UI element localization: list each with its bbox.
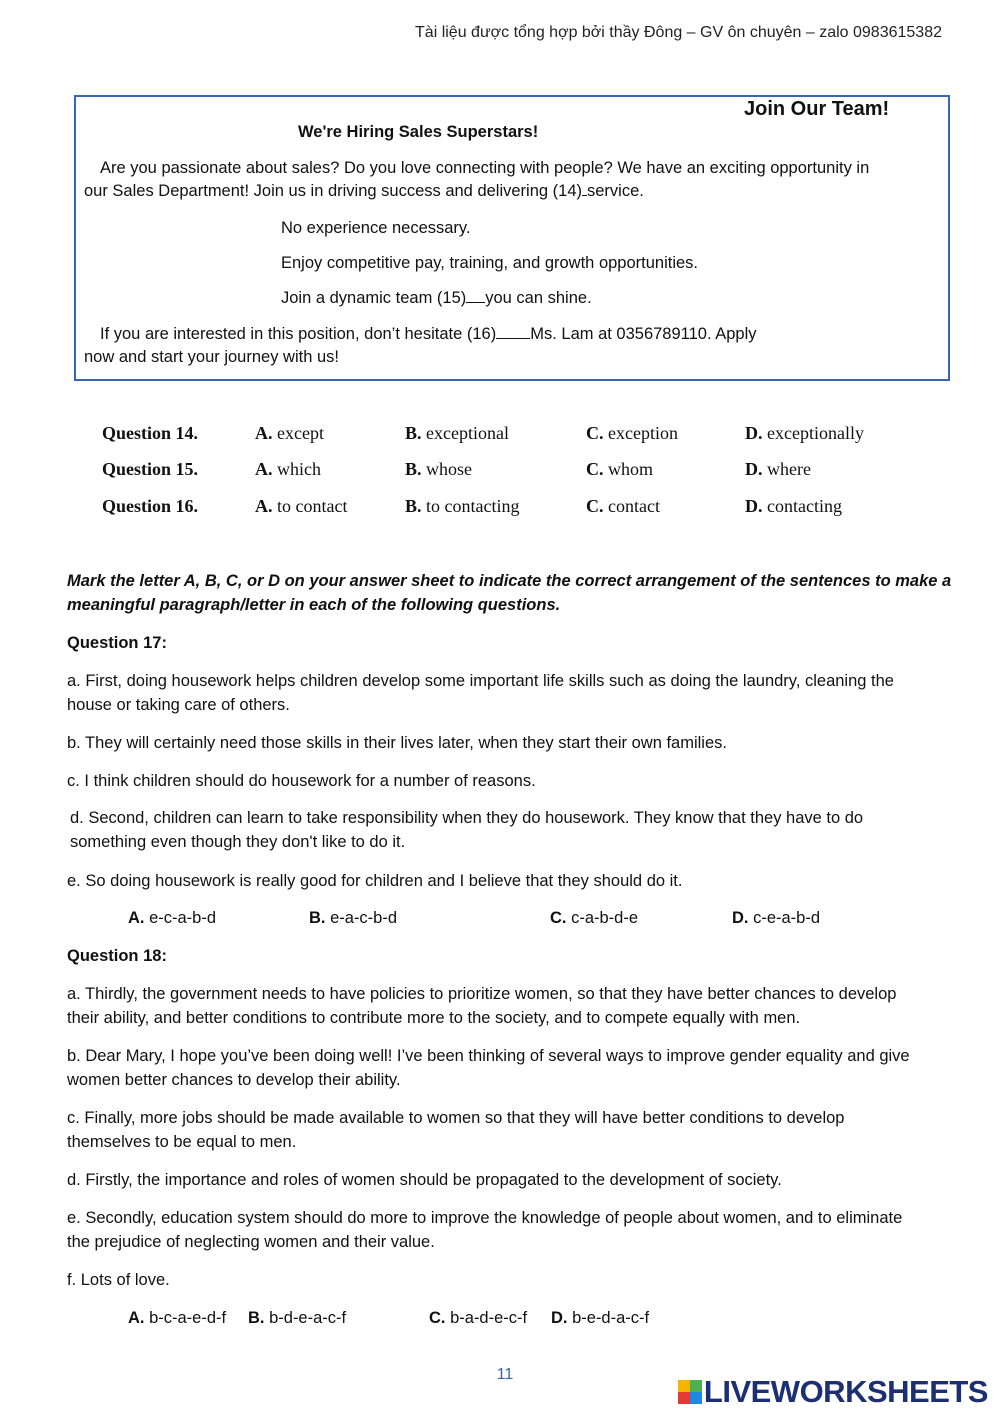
question-17-option-c[interactable]: C. c-a-b-d-e <box>550 909 639 927</box>
question-15-label: Question 15. <box>102 459 199 479</box>
ad-bullet-2: Enjoy competitive pay, training, and growth opportunities. <box>281 254 699 272</box>
instruction-line2: meaningful paragraph/letter in each of the following questions. <box>67 596 561 614</box>
question-16-option-a[interactable]: A. to contact <box>255 496 348 516</box>
question-17-option-d[interactable]: D. c-e-a-b-d <box>732 909 821 927</box>
q17-sentence-d-line1: d. Second, children can learn to take responsibility when they do housework. They know that they have to do <box>70 809 864 827</box>
question-16-label: Question 16. <box>102 496 199 516</box>
question-15-option-a[interactable]: A. which <box>255 459 321 479</box>
blank-16 <box>496 338 530 339</box>
question-15-option-d[interactable]: D. where <box>745 459 811 479</box>
q18-sentence-e-line1: e. Secondly, education system should do more to improve the knowledge of people about women, and to eliminate <box>67 1209 903 1227</box>
question-18-option-a[interactable]: A. b-c-a-e-d-f <box>128 1309 227 1327</box>
question-18-option-d[interactable]: D. b-e-d-a-c-f <box>551 1309 650 1327</box>
liveworksheets-logo-text: LIVEWORKSHEETS <box>703 1374 988 1409</box>
q17-sentence-c: c. I think children should do housework for a number of reasons. <box>67 772 536 790</box>
question-14-option-c[interactable]: C. exception <box>586 423 678 443</box>
question-15-option-b[interactable]: B. whose <box>405 459 473 479</box>
question-15-option-c[interactable]: C. whom <box>586 459 653 479</box>
q18-sentence-c-line2: themselves to be equal to men. <box>67 1133 297 1151</box>
question-14-option-a[interactable]: A. except <box>255 423 324 443</box>
q18-sentence-c-line1: c. Finally, more jobs should be made available to women so that they will have better conditions to develop <box>67 1109 845 1127</box>
blank-15 <box>466 302 485 303</box>
q17-sentence-e: e. So doing housework is really good for children and I believe that they should do it. <box>67 872 683 890</box>
ad-closing-line2: now and start your journey with us! <box>84 348 339 366</box>
q18-sentence-d: d. Firstly, the importance and roles of women should be propagated to the development of society. <box>67 1171 782 1189</box>
question-17-option-a[interactable]: A. e-c-a-b-d <box>128 909 217 927</box>
ad-closing-line1: If you are interested in this position, don’t hesitate (16) Ms. Lam at 0356789110. Apply <box>100 325 757 343</box>
q18-sentence-f: f. Lots of love. <box>67 1271 170 1289</box>
q17-sentence-a-line2: house or taking care of others. <box>67 696 290 714</box>
page-number: 11 <box>496 1366 514 1383</box>
instruction-line1: Mark the letter A, B, C, or D on your answer sheet to indicate the correct arrangement of the sentences to make a <box>67 572 952 590</box>
q18-sentence-b-line1: b. Dear Mary, I hope you’ve been doing well! I’ve been thinking of several ways to improve gender equality and give <box>67 1047 910 1065</box>
ad-intro-line2: our Sales Department! Join us in driving success and delivering (14) service. <box>84 182 644 200</box>
question-18-option-b[interactable]: B. b-d-e-a-c-f <box>248 1309 347 1327</box>
q17-sentence-d-line2: something even though they don't like to do it. <box>70 833 406 851</box>
question-17-option-b[interactable]: B. e-a-c-b-d <box>309 909 398 927</box>
question-16-option-d[interactable]: D. contacting <box>745 496 842 516</box>
page-header: Tài liệu được tổng hợp bởi thầy Đông – GV ôn chuyên – zalo 0983615382 <box>415 24 942 41</box>
q18-sentence-a-line1: a. Thirdly, the government needs to have policies to prioritize women, so that they have better chances to develop <box>67 985 897 1003</box>
q17-sentence-b: b. They will certainly need those skills in their lives later, when they start their own families. <box>67 734 727 752</box>
q18-sentence-a-line2: their ability, and better conditions to contribute more to the society, and to compete equally with men. <box>67 1009 801 1027</box>
question-14-label: Question 14. <box>102 423 199 443</box>
ad-bullet-1: No experience necessary. <box>281 219 471 237</box>
question-16-option-c[interactable]: C. contact <box>586 496 660 516</box>
question-14-option-d[interactable]: D. exceptionally <box>745 423 864 443</box>
liveworksheets-logo-icon <box>678 1380 702 1404</box>
q18-sentence-e-line2: the prejudice of neglecting women and their value. <box>67 1233 435 1251</box>
question-17-label: Question 17: <box>67 634 167 652</box>
q18-sentence-b-line2: women better chances to develop their ability. <box>67 1071 401 1089</box>
question-14-option-b[interactable]: B. exceptional <box>405 423 509 443</box>
ad-title: We're Hiring Sales Superstars! <box>298 123 539 141</box>
q17-sentence-a-line1: a. First, doing housework helps children develop some important life skills such as doing the laundry, cleaning the <box>67 672 894 690</box>
question-16-option-b[interactable]: B. to contacting <box>405 496 520 516</box>
question-18-option-c[interactable]: C. b-a-d-e-c-f <box>429 1309 528 1327</box>
ad-join-heading: Join Our Team! <box>744 98 890 120</box>
liveworksheets-logo <box>678 1374 988 1410</box>
question-18-label: Question 18: <box>67 947 167 965</box>
ad-bullet-3: Join a dynamic team (15) you can shine. <box>281 289 592 307</box>
ad-intro-line1: Are you passionate about sales? Do you love connecting with people? We have an exciting opportunity in <box>100 159 870 177</box>
